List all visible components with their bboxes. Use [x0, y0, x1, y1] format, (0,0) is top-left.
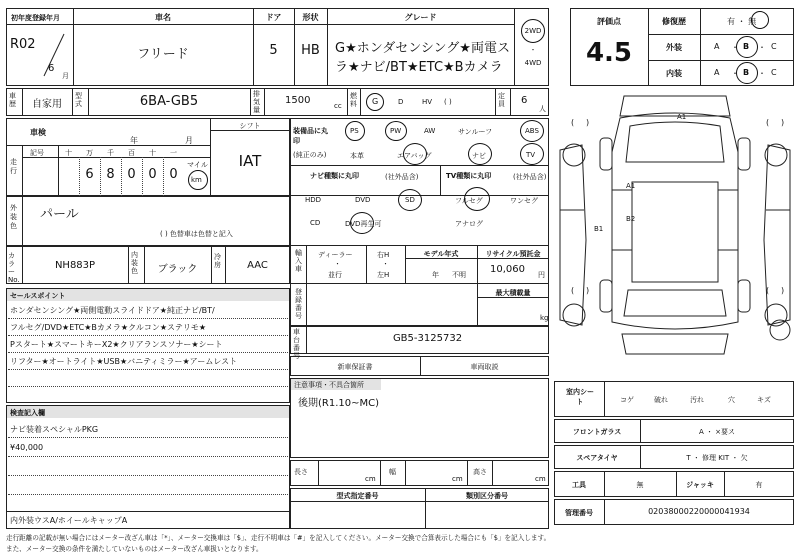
diagram-b2: B2 — [626, 215, 636, 223]
diagram-paren-bl-close: ) — [586, 286, 590, 295]
spare-value: T ・ 修理 KIT ・ 欠 — [686, 454, 748, 462]
drive-2wd: 2WD — [524, 27, 542, 35]
management-number: 02038000220000041934 — [648, 507, 750, 516]
jack-label: ジャッキ — [686, 481, 714, 489]
color-change-note: ( ) 色替車は色替と記入 — [160, 230, 233, 238]
model-year-label: モデル年式 — [423, 250, 459, 258]
inspector-line-1: ナビ装着スペシャルPKG — [10, 425, 99, 434]
width-cm: cm — [452, 475, 463, 483]
length-cm: cm — [365, 475, 376, 483]
mile-unit: マイル — [187, 161, 208, 169]
seat-option-tear: 破れ — [654, 396, 668, 404]
ext-dot-2: ・ — [758, 43, 766, 52]
equipment-label: 装備品に丸印 — [293, 127, 328, 145]
hand-dot: ・ — [382, 260, 389, 268]
nav-dvd: DVD — [355, 196, 371, 204]
nav-cd: CD — [310, 219, 321, 227]
kg-unit: kg — [540, 314, 549, 322]
class-no-label: 類別区分番号 — [466, 492, 508, 500]
management-label: 管理番号 — [565, 509, 593, 517]
first-reg-label: 初年度登録年月 — [11, 14, 60, 22]
drive-dot: ・ — [529, 46, 537, 54]
interior-label: 内装 — [666, 69, 682, 78]
km-unit: km — [191, 176, 202, 184]
repair-selected-circle — [751, 11, 769, 29]
ext-grade-a: A — [714, 42, 720, 51]
ac-label: 冷房 — [214, 253, 221, 269]
fuel-other: ( ) — [444, 98, 452, 106]
equip-ps: PS — [350, 127, 359, 135]
int-dot-2: ・ — [758, 69, 766, 78]
left-hand: 左H — [377, 271, 390, 279]
sales-line-4: リフター★オートライト★USB★バニティミラー★アームレスト — [10, 357, 238, 366]
mileage-cell-divider — [100, 157, 101, 196]
diagram-a1-side: A1 — [626, 182, 636, 190]
seat-label: 室内シート — [566, 388, 594, 406]
inspector-bottom: 内外装ウスA/ホイールキャップA — [10, 516, 128, 525]
shift-label: シフト — [239, 122, 261, 130]
mileage-unit-4: 十 — [149, 149, 156, 157]
grade-line-2: ラ★ナビ/BT★ETC★Bカメラ — [335, 60, 503, 75]
color-value: パール — [40, 207, 79, 222]
recycle-label: リサイクル預託金 — [485, 250, 541, 258]
equip-aw: AW — [424, 127, 436, 135]
mileage-digit-1: 6 — [85, 167, 94, 182]
tv-fullseg: フルセグ — [455, 197, 483, 205]
diagram-paren-tr-close: ) — [781, 118, 785, 127]
mileage-digit-3: 0 — [127, 167, 136, 182]
dimensions-box — [290, 460, 549, 486]
notes-label: 注意事項・不具合箇所 — [294, 381, 364, 389]
new-car-warranty: 新車保証書 — [337, 363, 373, 371]
inspection-year: 年 — [130, 136, 138, 145]
glass-label: フロントガラス — [572, 428, 622, 436]
mileage-mark-label: 記号 — [30, 149, 44, 157]
fuel-hv: HV — [422, 98, 433, 106]
nav-type-sub: (社外品含) — [385, 173, 419, 181]
capacity: 6 — [521, 95, 528, 106]
inspection-month: 月 — [185, 136, 193, 145]
grade-label: グレード — [404, 13, 437, 22]
footer-note-1: 走行距離の記載が無い場合にはメーター改ざん車は「*」、メーター交換車は「$」、走行不明車は「#」を記入してください。メーター交換で合算表示した場合にも「$」を記入します。 — [6, 534, 551, 542]
seat-option-stain: 汚れ — [690, 396, 704, 404]
fuel-g: G — [372, 97, 379, 106]
diagram-paren-br-close: ) — [781, 286, 785, 295]
import-dot: ・ — [334, 260, 341, 268]
drive-4wd: 4WD — [524, 59, 542, 67]
mileage-unit-2: 千 — [107, 149, 114, 157]
nav-type-header: ナビ種類に丸印 — [310, 172, 359, 180]
diagram-paren-tl-open: ( — [571, 118, 575, 127]
color-code: NH883P — [54, 260, 96, 271]
score-label: 評価点 — [597, 17, 621, 26]
notes-value: 後期(R1.10~MC) — [298, 398, 380, 409]
interior-color-label: 内装色 — [131, 251, 138, 275]
mileage-unit-1: 万 — [86, 149, 93, 157]
mileage-cell-divider — [163, 157, 164, 196]
inspector-label: 検査記入欄 — [10, 409, 45, 417]
yen-unit: 円 — [538, 271, 545, 279]
score: 4.5 — [585, 38, 633, 68]
int-grade-a: A — [714, 68, 720, 77]
diagram-paren-tl-close: ) — [586, 118, 590, 127]
door-label: ドア — [265, 13, 282, 22]
equip-sunroof: サンルーフ — [458, 128, 493, 136]
repair-label: 修復歴 — [662, 17, 686, 26]
frame-label: 車台番号 — [293, 328, 300, 360]
mileage-digit-5: 0 — [169, 167, 178, 182]
seat-option-burn: コゲ — [620, 396, 634, 404]
body-shape: HB — [301, 43, 320, 58]
mileage-cell-divider — [142, 157, 143, 196]
model-label: 型式 — [75, 92, 82, 108]
diagram-paren-br-open: ( — [766, 286, 770, 295]
doors: 5 — [269, 43, 278, 58]
first-reg-year: R02 — [10, 37, 36, 52]
color-label: 外装色 — [10, 204, 17, 230]
tools-value: 無 — [636, 481, 644, 489]
mileage-unit-5: 一 — [170, 149, 177, 157]
sales-line-3: Pスタート★スマートキーX2★クリアランスソナー★シート — [10, 340, 223, 349]
model-year-unknown: 不明 — [452, 271, 466, 279]
import-label: 輸入車 — [295, 249, 302, 273]
int-grade-c: C — [771, 68, 777, 77]
nav-sd: SD — [405, 196, 415, 204]
sales-label: セールスポイント — [10, 292, 66, 300]
jack-value: 有 — [755, 481, 763, 489]
mileage-digit-4: 0 — [148, 167, 157, 182]
tv-type-sub: (社外品含) — [513, 173, 547, 181]
int-grade-b: B — [743, 68, 750, 77]
type-no-label: 型式指定番号 — [336, 492, 379, 500]
color-code-label: カラーNo. — [8, 252, 20, 284]
car-damage-diagram — [552, 90, 798, 375]
footer-note-2: また、メーター交換の条件を満たしていないものはメーター改ざん車扱いとなります。 — [6, 545, 263, 553]
diagram-paren-tr-open: ( — [766, 118, 770, 127]
mileage-cell-divider — [79, 157, 80, 196]
exterior-label: 外装 — [666, 43, 682, 52]
sales-line-1: ホンダセンシング★両側電動スライドドア★純正ナビ/BT/ — [10, 306, 215, 315]
nav-dvd-playable: DVD再生可 — [345, 220, 382, 228]
ext-grade-b: B — [743, 42, 750, 51]
right-hand: 右H — [377, 251, 390, 259]
ext-dot-1: ・ — [731, 43, 739, 52]
notes-box — [290, 378, 549, 458]
mileage-cell-divider — [121, 157, 122, 196]
repair-options: 有 ・ 無 — [727, 17, 757, 26]
shift: IAT — [238, 152, 262, 170]
persons-unit: 人 — [539, 105, 546, 113]
category: 自家用 — [32, 99, 62, 110]
category-label: 車歴 — [9, 92, 16, 108]
height-cm: cm — [535, 475, 546, 483]
height-label: 高さ — [473, 468, 487, 476]
equip-airbag: エアバッグ — [397, 152, 432, 160]
tv-oneseg: ワンセグ — [510, 197, 538, 205]
glass-value: A ・ ×要ス — [698, 428, 736, 436]
mileage-digit-2: 8 — [106, 167, 115, 182]
displacement-label: 排気量 — [253, 90, 260, 114]
max-load-label: 最大積載量 — [495, 289, 531, 297]
length-label: 長さ — [294, 468, 308, 476]
equip-leather: 本革 — [350, 152, 364, 160]
import-dealer: ディーラー — [318, 251, 353, 259]
ext-selected-circle — [736, 36, 758, 58]
cc-unit: cc — [334, 102, 342, 110]
equip-navi: ナビ — [472, 152, 486, 160]
equipment-sub: (純正のみ) — [293, 151, 327, 159]
tools-label: 工具 — [572, 481, 586, 489]
fuel-d: D — [398, 98, 404, 106]
fuel-label: 燃料 — [350, 92, 357, 108]
first-reg-month: 6 — [48, 63, 55, 74]
month-unit: 月 — [62, 72, 69, 80]
grade-line-1: G★ホンダセンシング★両電ス — [335, 41, 510, 56]
diagram-b1: B1 — [594, 225, 604, 233]
nav-hdd: HDD — [305, 196, 322, 204]
seat-option-scratch: キズ — [757, 396, 771, 404]
import-parallel: 並行 — [328, 271, 342, 279]
sales-line-2: フルセグ/DVD★ETC★Bカメラ★クルコン★ステリモ★ — [10, 323, 207, 332]
int-selected-circle — [736, 62, 758, 84]
diagram-a1-top: A1 — [677, 113, 687, 121]
car-name: フリード — [137, 47, 189, 62]
equip-pw: PW — [390, 127, 402, 135]
interior-color: ブラック — [157, 264, 198, 275]
tv-analog: アナログ — [455, 220, 483, 228]
mileage-unit-0: 十 — [65, 149, 72, 157]
equip-abs: ABS — [525, 127, 539, 135]
capacity-label: 定員 — [498, 92, 505, 108]
tv-type-header: TV種類に丸印 — [446, 172, 492, 180]
model-year-year: 年 — [432, 271, 439, 279]
displacement: 1500 — [285, 95, 311, 106]
spare-label: スペアタイヤ — [576, 454, 618, 462]
mileage-unit-3: 百 — [128, 149, 135, 157]
recycle-deposit: 10,060 — [490, 264, 525, 275]
width-label: 幅 — [389, 468, 396, 476]
ext-grade-c: C — [771, 42, 777, 51]
ac-type: AAC — [247, 260, 268, 271]
inspector-header-bg — [7, 406, 289, 418]
car-name-label: 車名 — [155, 13, 171, 22]
inspection-label: 車検 — [30, 128, 46, 137]
frame-number: GB5-3125732 — [392, 333, 463, 344]
shape-label: 形状 — [302, 13, 319, 22]
inspector-line-2: ¥40,000 — [10, 443, 44, 452]
equip-tv: TV — [526, 151, 536, 159]
reg-no-label: 登録番号 — [295, 288, 302, 320]
mileage-label: 走行 — [10, 158, 17, 175]
seat-option-hole: 穴 — [728, 396, 735, 404]
diagram-paren-bl-open: ( — [571, 286, 575, 295]
int-dot-1: ・ — [731, 69, 739, 78]
vehicle-manual: 車両取説 — [470, 363, 499, 371]
model-code: 6BA-GB5 — [139, 94, 199, 109]
